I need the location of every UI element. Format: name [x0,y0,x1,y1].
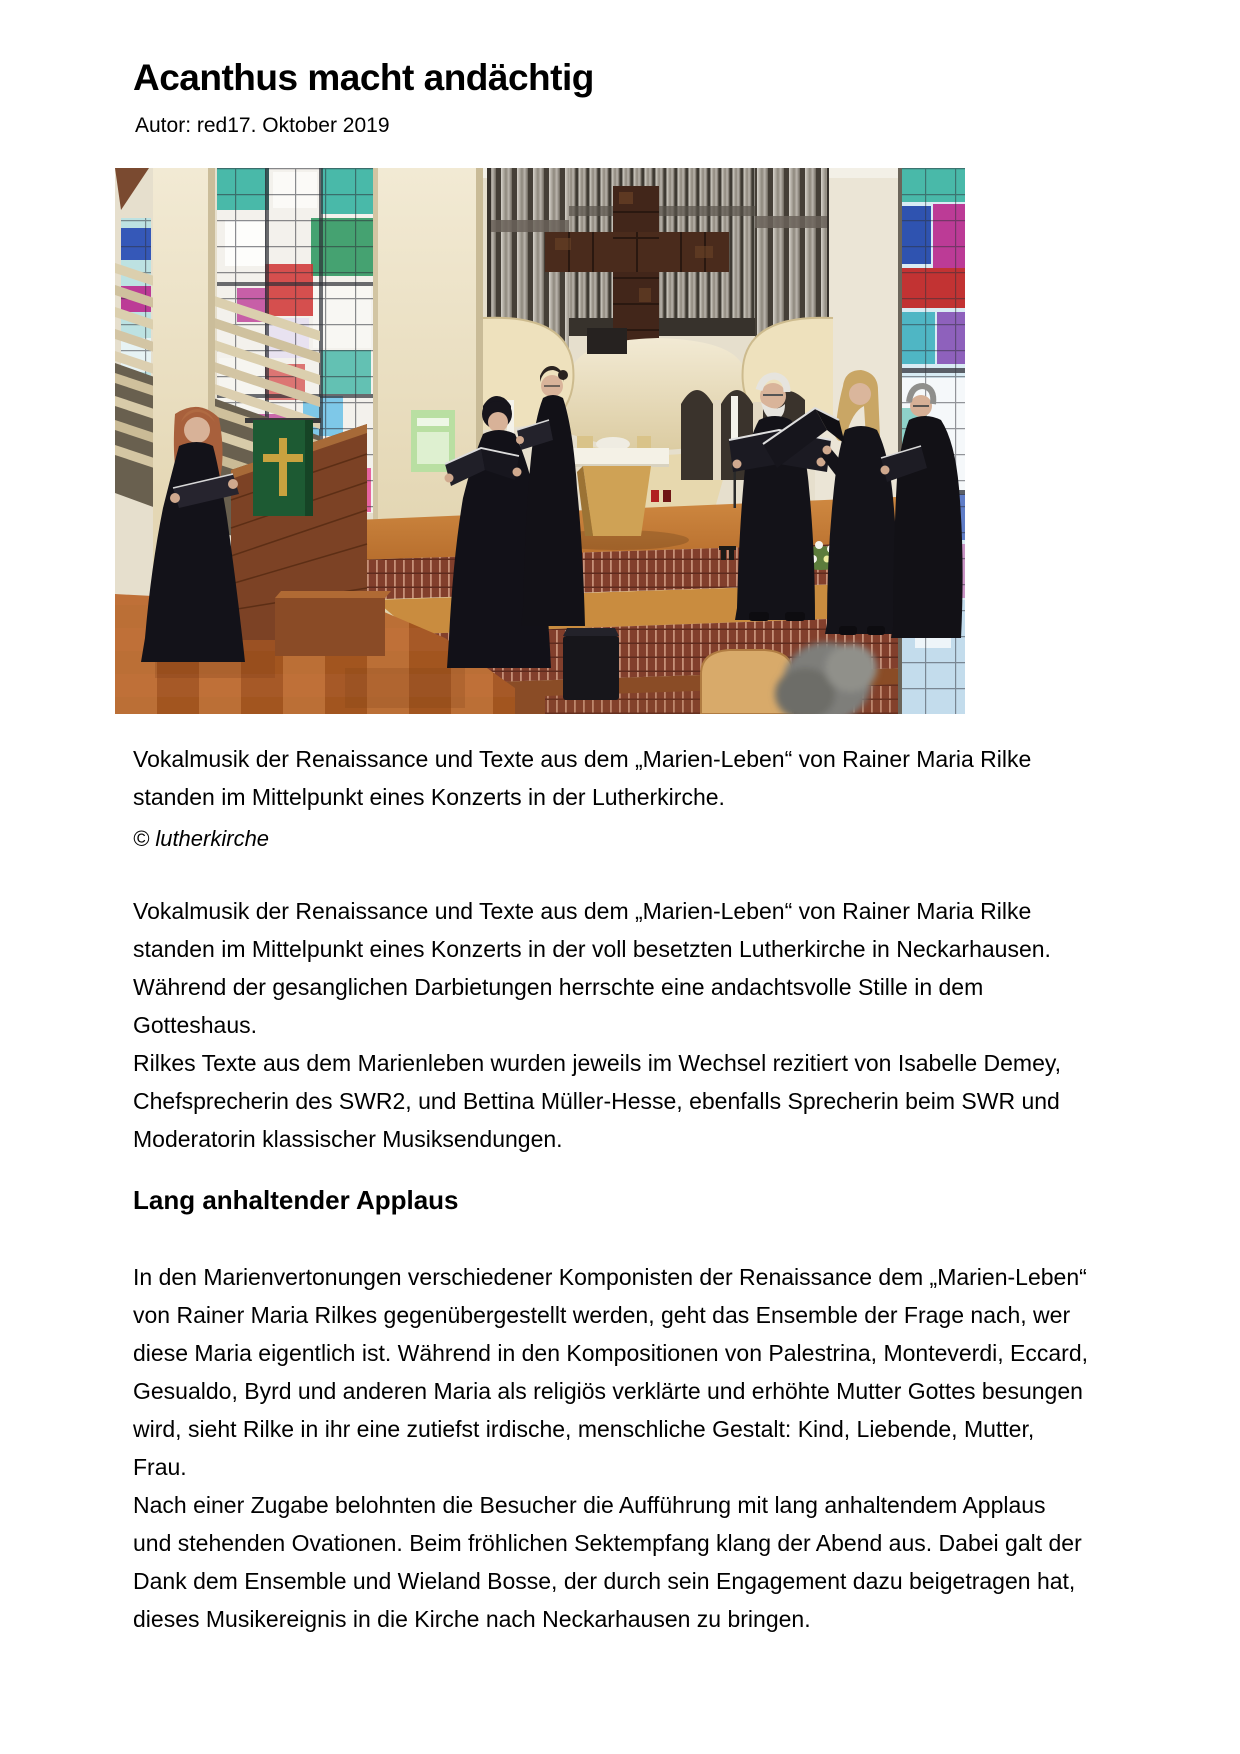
article-photo [115,168,965,714]
paragraph: Rilkes Texte aus dem Marienleben wurden jeweils im Wechsel rezitiert von Isabelle Demey, Chefsprecherin des SWR2, und Bettina Müller-Hesse, ebenfalls Sprecherin beim SWR und Moderatorin klassischer Musiksendungen. [133,1050,1062,1152]
speaker-box [563,628,619,700]
photo-caption: Vokalmusik der Renaissance und Texte aus dem „Marien-Leben“ von Rainer Maria Rilke standen im Mittelpunkt eines Konzerts in der Lutherkirche. [133,746,1032,810]
applaus-paragraphs [133,1258,1090,1638]
section-subheading: Lang anhaltender Applaus [133,1185,459,1215]
photo-credit: © lutherkirche [133,826,270,851]
paragraph: Nach einer Zugabe belohnten die Besucher die Aufführung mit lang anhaltendem Applaus und stehenden Ovationen. Beim fröhlichen Sektempfang klang der Abend aus. Dabei galt der Dank dem Ensemble und Wieland Bosse, der durch sein Engagement dazu beigetragen hat, dieses Musikereignis in die Kirche nach Neckarhausen zu bringen. [133,1492,1082,1632]
author-date-line: Autor: red17. Oktober 2019 [135,114,390,137]
page-title: Acanthus macht andächtig [133,57,594,98]
green-altar-banner [245,418,321,516]
paragraph: Vokalmusik der Renaissance und Texte aus dem „Marien-Leben“ von Rainer Maria Rilke standen im Mittelpunkt eines Konzerts in der voll besetzten Lutherkirche in Neckarhausen. Während der gesanglichen Darbietungen herrschte eine andachtsvolle Stille in dem Gotteshaus. [133,898,1051,1038]
intro-paragraphs [133,892,1090,1158]
paragraph: In den Marienvertonungen verschiedener Komponisten der Renaissance dem „Marien-Leben“ von Rainer Maria Rilkes gegenübergestellt werden, geht das Ensemble der Frage nach, wer diese Maria eigentlich ist. Während in den Kompositionen von Palestrina, Monteverdi, Eccard, Gesualdo, Byrd und anderen Maria als religiös verklärte und erhöhte Mutter Gottes besungen wird, sieht Rilke in ihr eine zutiefst irdische, menschliche Gestalt: Kind, Liebende, Mutter, Frau. [133,1264,1088,1480]
